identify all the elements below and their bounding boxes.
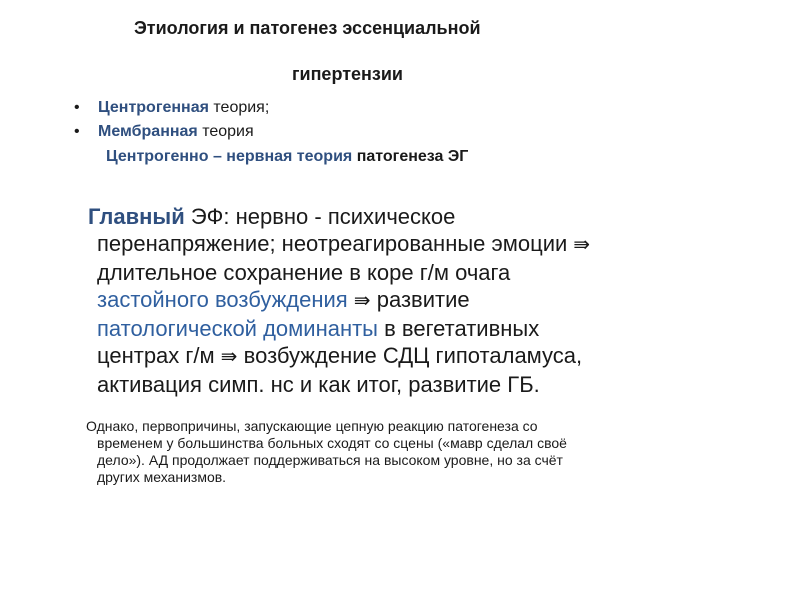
slide-title-line-1: Этиология и патогенез эссенциальной xyxy=(134,18,481,38)
main-line-7: активация симп. нс и как итог, развитие ГБ. xyxy=(97,372,540,397)
main-paragraph xyxy=(88,203,728,398)
main-line-3: длительное сохранение в коре г/м очага xyxy=(97,260,511,285)
bullet-dot-icon: • xyxy=(74,123,80,140)
main-line-2-text: перенапряжение; неотреагированные эмоции xyxy=(97,231,574,256)
bullet-strong-text: Мембранная xyxy=(98,123,198,140)
bullet-rest-text: теория; xyxy=(208,99,270,116)
main-strong-word: Главный xyxy=(88,204,185,229)
main-line-4 xyxy=(88,286,728,315)
bullet-rest-text: теория xyxy=(197,123,254,140)
main-line-4-highlight: застойного возбуждения xyxy=(97,287,348,312)
bullet-item-membrane xyxy=(74,120,269,144)
footer-line-3: дело»). АД продолжает поддерживаться на высоком уровне, но за счёт xyxy=(97,452,563,468)
double-arrow-icon: ⇛ xyxy=(573,234,591,256)
footer-line-4: других механизмов. xyxy=(97,469,227,485)
bullet-dot-icon: • xyxy=(74,99,80,116)
main-line-2 xyxy=(88,230,728,259)
subheading xyxy=(106,148,468,166)
footer-line-2: временем у большинства больных сходят со сцены («мавр сделал своё xyxy=(97,435,567,451)
bullet-item-centrogenic xyxy=(74,96,269,120)
main-line-1 xyxy=(88,203,728,230)
double-arrow-icon: ⇛ xyxy=(220,346,238,368)
main-line-6 xyxy=(88,342,728,371)
main-line-1-text: ЭФ: нервно - психическое xyxy=(184,204,456,229)
main-line-6-text-b: возбуждение СДЦ гипоталамуса, xyxy=(237,343,583,368)
main-line-5-text: в вегетативных xyxy=(378,316,540,341)
footer-paragraph xyxy=(86,418,726,486)
subheading-strong: Центрогенно – нервная теория xyxy=(106,148,353,165)
main-line-4-text: развитие xyxy=(370,287,470,312)
double-arrow-icon: ⇛ xyxy=(353,290,371,312)
subheading-rest: патогенеза ЭГ xyxy=(352,148,469,165)
main-line-5 xyxy=(88,315,728,342)
main-line-5-highlight: патологической доминанты xyxy=(97,316,378,341)
footer-line-1: Однако, первопричины, запускающие цепную реакцию патогенеза со xyxy=(86,418,538,434)
theory-bullet-list xyxy=(74,96,269,144)
main-line-6-text-a: центрах г/м xyxy=(97,343,221,368)
slide-title-line-2: гипертензии xyxy=(292,64,403,84)
bullet-strong-text: Центрогенная xyxy=(98,99,209,116)
